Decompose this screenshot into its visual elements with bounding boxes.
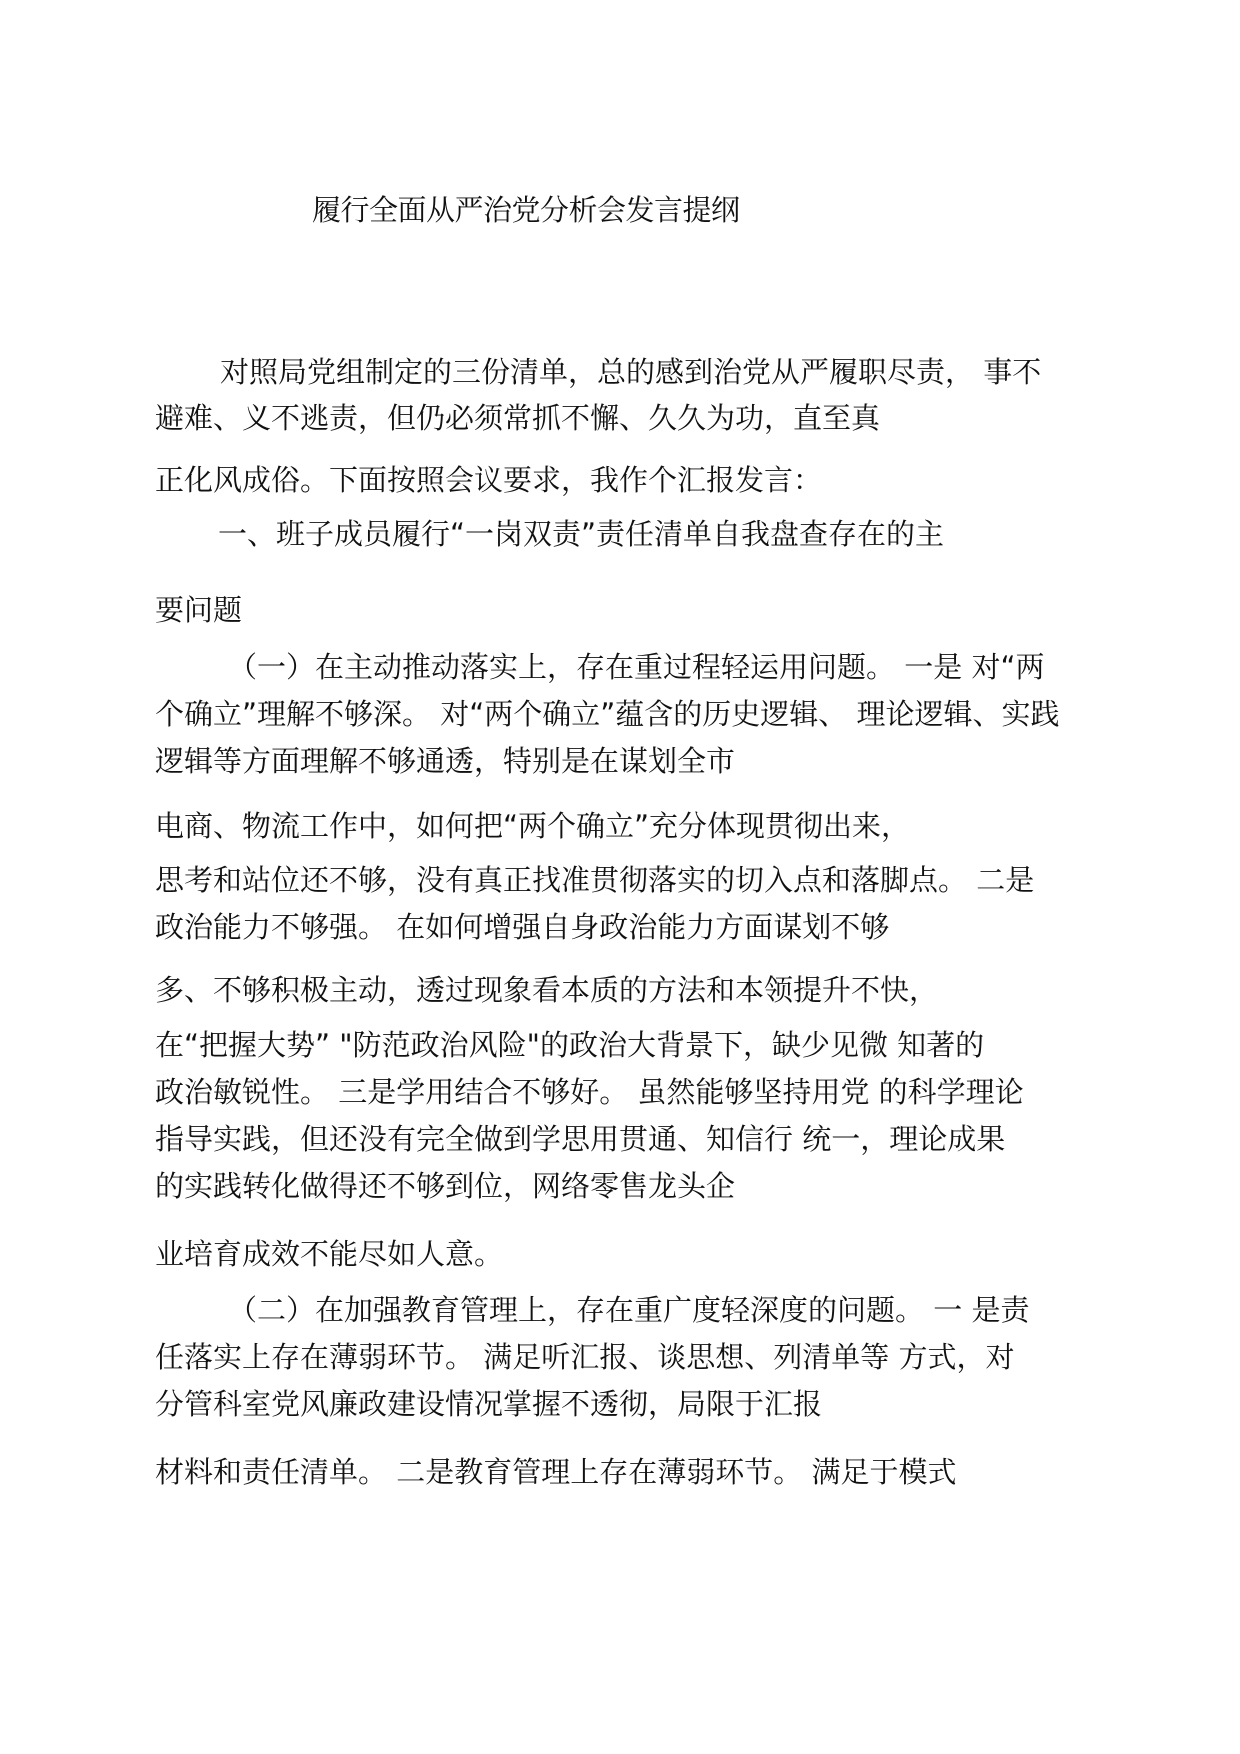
paragraph-line: 指导实践，但还没有完全做到学思用贯通、知信行 统一，理论成果: [155, 1122, 1006, 1156]
paragraph-line: 电商、物流工作中，如何把“两个确立”充分体现贯彻出来，: [155, 809, 911, 843]
paragraph-line: 对照局党组制定的三份清单，总的感到治党从严履职尽责， 事不: [220, 355, 1042, 389]
paragraph-line: 分管科室党风廉政建设情况掌握不透彻，局限于汇报: [155, 1387, 823, 1421]
paragraph-line: 政治敏锐性。 三是学用结合不够好。 虽然能够坚持用党 的科学理论: [155, 1075, 1024, 1109]
paragraph-line: 避难、义不逃责，但仍必须常抓不懈、久久为功，直至真: [155, 401, 881, 435]
paragraph-line: 思考和站位还不够，没有真正找准贯彻落实的切入点和落脚点。 二是: [155, 863, 1035, 897]
paragraph-line: （二）在加强教育管理上，存在重广度轻深度的问题。 一 是责: [228, 1293, 1030, 1327]
paragraph-line: 政治能力不够强。 在如何增强自身政治能力方面谋划不够: [155, 910, 890, 944]
paragraph-line: 正化风成俗。下面按照会议要求，我作个汇报发言：: [155, 463, 823, 497]
paragraph-line: （一）在主动推动落实上，存在重过程轻运用问题。 一是 对“两: [228, 650, 1045, 684]
section-heading-line: 一、班子成员履行“一岗双责”责任清单自我盘查存在的主: [218, 517, 945, 551]
document-title: 履行全面从严治党分析会发言提纲: [312, 193, 740, 227]
paragraph-line: 多、不够积极主动，透过现象看本质的方法和本领提升不快，: [155, 973, 939, 1007]
paragraph-line: 逻辑等方面理解不够通透，特别是在谋划全市: [155, 744, 736, 778]
section-heading-line: 要问题: [155, 593, 243, 627]
paragraph-line: 在“把握大势” "防范政治风险"的政治大背景下，缺少见微 知著的: [155, 1028, 985, 1062]
paragraph-line: 业培育成效不能尽如人意。: [155, 1237, 504, 1271]
paragraph-line: 个确立”理解不够深。 对“两个确立”蕴含的历史逻辑、 理论逻辑、实践: [155, 697, 1060, 731]
paragraph-line: 任落实上存在薄弱环节。 满足听汇报、谈思想、列清单等 方式，对: [155, 1340, 1015, 1374]
paragraph-line: 的实践转化做得还不够到位，网络零售龙头企: [155, 1169, 736, 1203]
paragraph-line: 材料和责任清单。 二是教育管理上存在薄弱环节。 满足于模式: [155, 1455, 957, 1489]
